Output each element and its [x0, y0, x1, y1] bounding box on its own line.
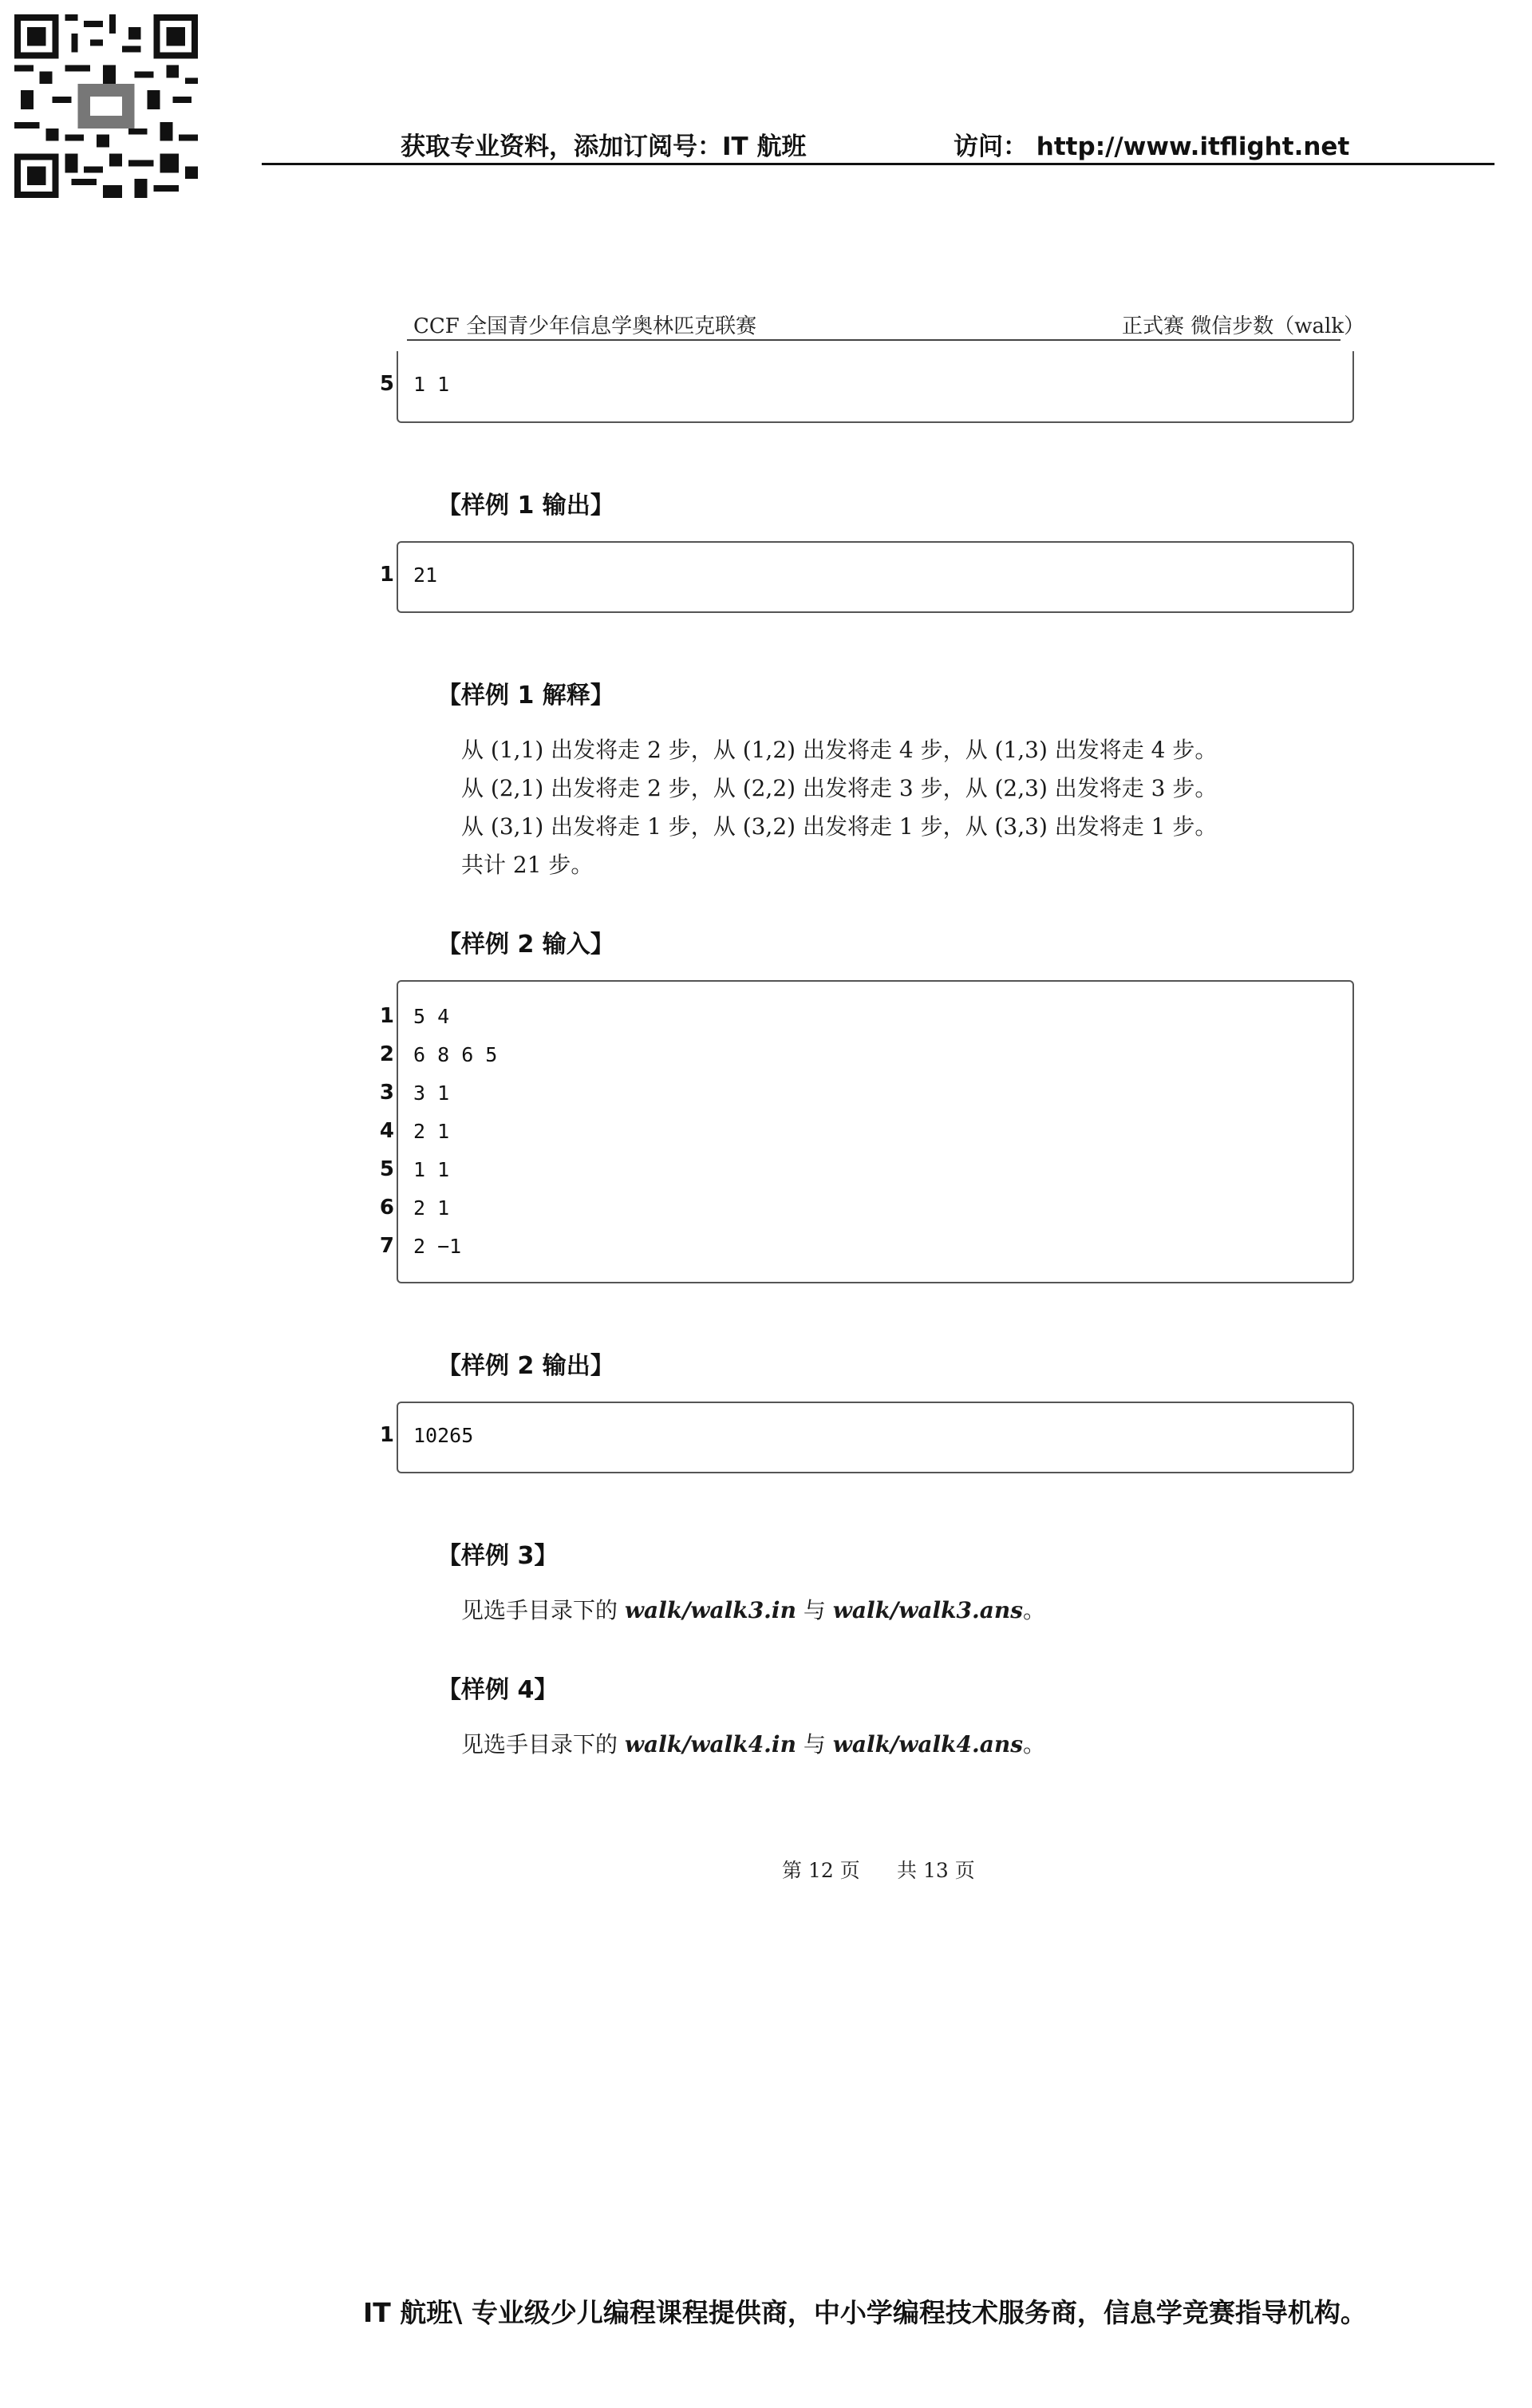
code-line: 2 −1 [413, 1235, 462, 1258]
line-number: 6 [379, 1196, 394, 1220]
code-box-continued [397, 351, 1354, 423]
code-line: 5 4 [413, 1005, 450, 1028]
explain-line: 从 (2,1) 出发将走 2 步，从 (2,2) 出发将走 3 步，从 (2,3) 出发将走 3 步。 [461, 775, 1218, 801]
running-head-right: 正式赛 微信步数（walk） [1122, 314, 1365, 338]
code-line: 21 [413, 563, 438, 587]
explain-line: 共计 21 步。 [461, 852, 594, 878]
file-name: walk/walk4.ans [832, 1731, 1024, 1758]
sample4-text: 见选手目录下的 walk/walk4.in 与 walk/walk4.ans。 [461, 1731, 1046, 1758]
file-name: walk/walk4.in [624, 1731, 796, 1758]
visit-link[interactable]: 访问： http://www.itflight.net [954, 132, 1350, 161]
code-line: 1 1 [413, 1158, 450, 1181]
explain-line: 从 (3,1) 出发将走 1 步，从 (3,2) 出发将走 1 步，从 (3,3) 出发将走 1 步。 [461, 813, 1218, 840]
line-number: 3 [379, 1081, 394, 1105]
running-head-left: CCF 全国青少年信息学奥林匹克联赛 [413, 314, 757, 338]
page-number: 第 12 页 [782, 1859, 860, 1882]
code-line: 3 1 [413, 1081, 450, 1105]
sample1-output-box [397, 541, 1354, 613]
sample3-text: 见选手目录下的 walk/walk3.in 与 walk/walk3.ans。 [461, 1597, 1046, 1623]
code-line: 2 1 [413, 1120, 450, 1143]
line-number: 2 [379, 1042, 394, 1066]
line-number: 1 [379, 1423, 394, 1447]
sample3-title: 【样例 3】 [437, 1542, 559, 1570]
sample4-title: 【样例 4】 [437, 1676, 559, 1704]
line-number: 1 [379, 1004, 394, 1028]
subscribe-banner: 获取专业资料，添加订阅号：IT 航班 [401, 132, 807, 161]
explain-line: 从 (1,1) 出发将走 2 步，从 (1,2) 出发将走 4 步，从 (1,3) 出发将走 4 步。 [461, 737, 1218, 763]
file-name: walk/walk3.in [624, 1597, 796, 1623]
line-number: 7 [379, 1234, 394, 1258]
code-line: 2 1 [413, 1196, 450, 1220]
line-number: 5 [379, 372, 394, 396]
bottom-banner: IT 航班\ 专业级少儿编程课程提供商，中小学编程技术服务商，信息学竞赛指导机构。 [363, 2297, 1367, 2328]
qr-code-icon [14, 14, 198, 198]
line-number: 4 [379, 1119, 394, 1143]
sample2-output-title: 【样例 2 输出】 [437, 1352, 614, 1380]
banner-divider [262, 163, 1494, 165]
code-line: 10265 [413, 1424, 474, 1447]
running-head-divider [407, 339, 1340, 341]
line-number: 5 [379, 1157, 394, 1181]
sample2-input-title: 【样例 2 输入】 [437, 931, 614, 959]
sample1-output-title: 【样例 1 输出】 [437, 492, 614, 520]
code-line: 6 8 6 5 [413, 1043, 498, 1066]
page-total: 共 13 页 [897, 1859, 975, 1882]
file-name: walk/walk3.ans [832, 1597, 1024, 1623]
sample2-output-box [397, 1402, 1354, 1473]
code-line: 1 1 [413, 373, 450, 396]
sample1-explain-title: 【样例 1 解释】 [437, 682, 614, 710]
line-number: 1 [379, 563, 394, 587]
sample2-input-box [397, 980, 1354, 1283]
